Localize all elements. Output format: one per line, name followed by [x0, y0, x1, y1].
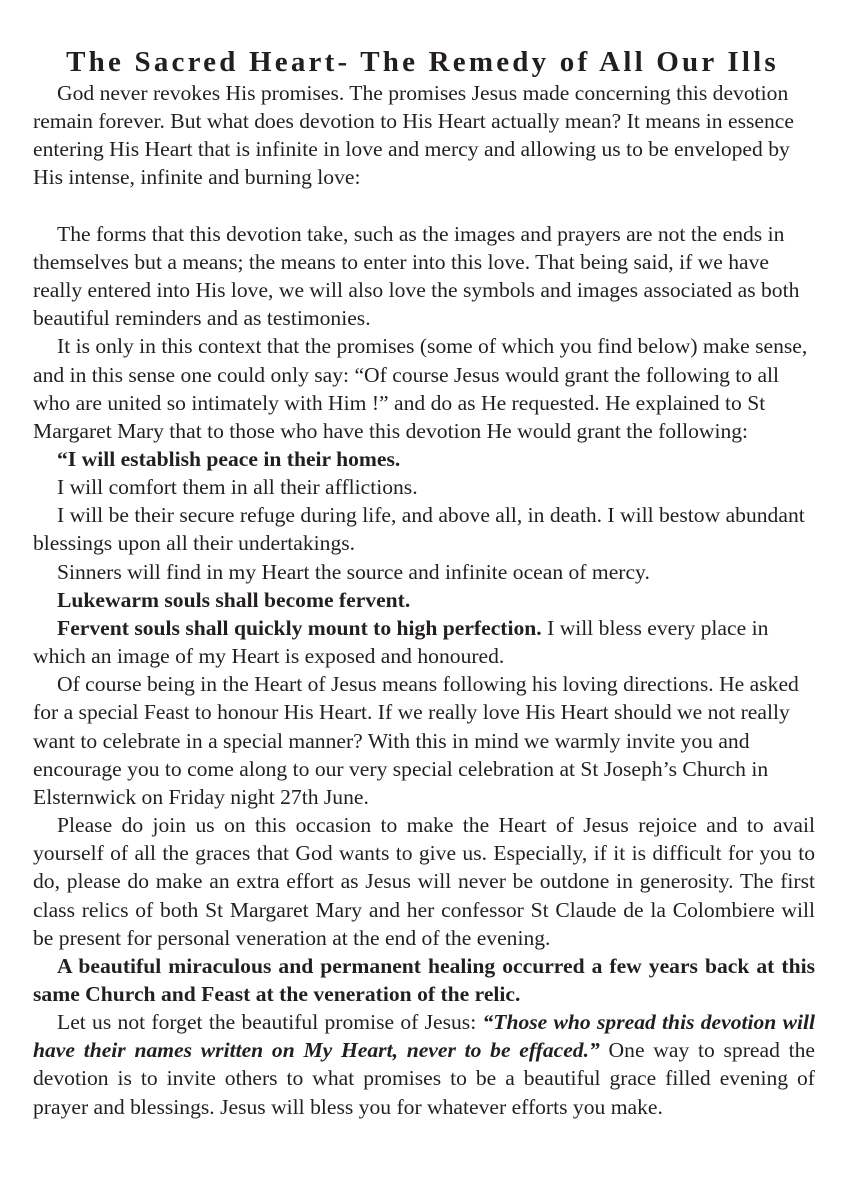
closing-text: One way to spread the devotion is to invite others to what promises to be a beautiful grace filled evening of prayer and blessings. Jesus will bless you for whatever efforts you make.	[33, 1038, 815, 1119]
closing-intro: Let us not forget the beautiful promise of Jesus:	[57, 1010, 483, 1035]
promise-refuge: I will be their secure refuge during life, and above all, in death. I will bestow abundant blessings upon all their undertakings.	[33, 503, 805, 556]
promise-comfort: I will comfort them in all their afflictions.	[57, 475, 418, 500]
paragraph-spacer	[33, 192, 815, 220]
promise-peace: “I will establish peace in their homes.	[57, 447, 401, 472]
intro-paragraph: God never revokes His promises. The promises Jesus made concerning this devotion remain forever. But what does devotion to His Heart actually mean? It means in essence entering His Heart that is infinite in love and mercy and allowing us to be enveloped by His intense, infinite and burning love:	[33, 81, 794, 190]
feast-paragraph: Of course being in the Heart of Jesus means following his loving directions. He asked for a special Feast to honour His Heart. If we really love His Heart should we not really want to celebrate in a special manner? With this in mind we warmly invite you and encourage you to come along to our very special celebration at St Joseph’s Church in Elsternwick on Friday night 27th June.	[33, 672, 799, 809]
forms-paragraph: The forms that this devotion take, such as the images and prayers are not the ends in themselves but a means; the means to enter into this love. That being said, if we have really entered into His love, we will also love the symbols and images associated as both beautiful reminders and as testimonies.	[33, 221, 800, 331]
page-title: The Sacred Heart- The Remedy of All Our Ills	[66, 46, 779, 78]
promise-lukewarm: Lukewarm souls shall become fervent.	[57, 587, 411, 612]
invitation-paragraph: Please do join us on this occasion to make the Heart of Jesus rejoice and to avail yourself of all the graces that God wants to give us. Especially, if it is difficult for you to do, please do make an extra effort as Jesus will never be outdone in generosity. The first class relics of both St Margaret Mary and her confessor St Claude de la Colombiere will be present for personal veneration at the end of the evening.	[33, 813, 815, 950]
promise-mercy: Sinners will find in my Heart the source and infinite ocean of mercy.	[57, 559, 650, 584]
closing-paragraph	[33, 1008, 815, 1121]
promise-blessing: I will bless every place in which an image of my Heart is exposed and honoured.	[33, 615, 769, 669]
context-paragraph: It is only in this context that the promises (some of which you find below) make sense, and in this sense one could only say: “Of course Jesus would grant the following to all who are united so intimately with Him !” and do as He requested. He explained to St Margaret Mary that to those who have this devotion He would grant the following:	[33, 334, 808, 443]
promise-quote: “Those who spread this devotion will have their names written on My Heart, never to be effaced.”	[33, 1010, 815, 1063]
body-text	[33, 79, 815, 1121]
promise-fervent	[33, 614, 815, 670]
healing-paragraph: A beautiful miraculous and permanent healing occurred a few years back at this same Church and Feast at the veneration of the relic.	[33, 953, 815, 1006]
promise-fervent-bold: Fervent souls shall quickly mount to high perfection.	[57, 615, 542, 640]
